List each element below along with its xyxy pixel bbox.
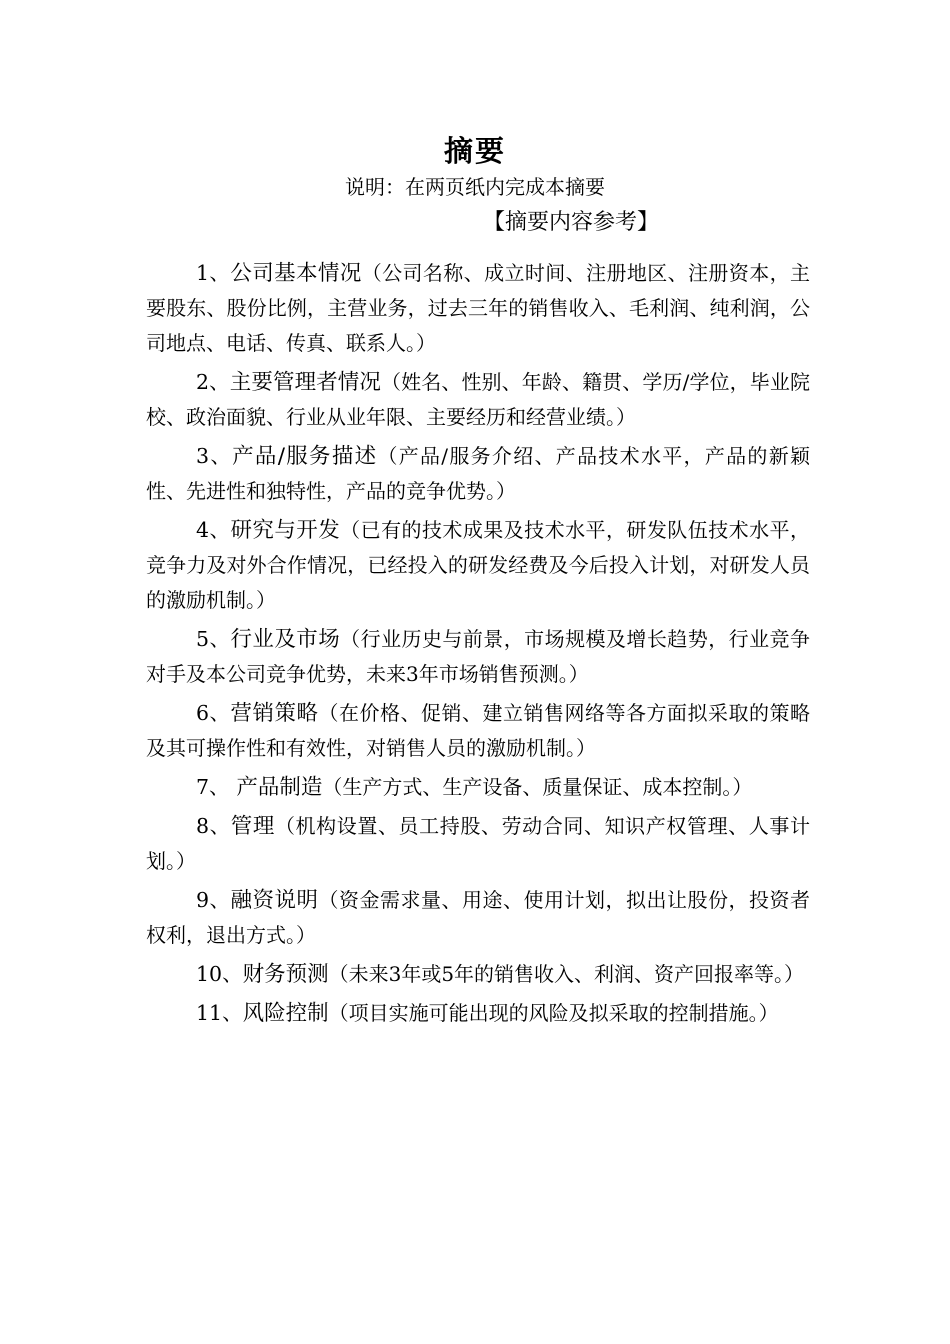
section-description: （在价格、促销、建立销售网络等各方面拟采取的策略及其可操作性和有效性，对销售人员的激励机制。） [146, 701, 810, 760]
section-description: （资金需求量、用途、使用计划，拟出让股份，投资者权利，退出方式。） [146, 888, 810, 947]
section-list [146, 256, 810, 1035]
section-number: 10、 [196, 962, 243, 986]
section-heading: 风险控制 [242, 1001, 329, 1026]
section-heading: 管理 [230, 814, 275, 839]
section-item [146, 957, 810, 992]
page-title: 摘要 [443, 134, 506, 168]
section-item [146, 439, 810, 509]
section-heading: 研究与开发 [230, 518, 341, 543]
section-item [146, 809, 810, 879]
section-number: 4、 [196, 518, 231, 542]
section-item [146, 696, 810, 766]
section-item [146, 365, 810, 435]
section-item [146, 256, 810, 361]
section-number: 2、 [196, 370, 230, 394]
section-item [146, 622, 810, 692]
section-item [146, 883, 810, 953]
section-number: 9、 [196, 888, 231, 912]
section-number: 8、 [196, 814, 231, 838]
section-description: （机构设置、员工持股、劳动合同、知识产权管理、人事计划。） [146, 814, 810, 873]
section-item [146, 996, 810, 1031]
page-subtitle: 说明：在两页纸内完成本摘要 [345, 175, 605, 199]
section-item [146, 513, 810, 618]
reference-heading: 【摘要内容参考】 [483, 210, 660, 235]
section-heading: 主要管理者情况 [229, 370, 382, 395]
section-description: （未来3年或5年的销售收入、利润、资产回报率等。） [328, 962, 805, 986]
section-description: （生产方式、生产设备、质量保证、成本控制。） [322, 775, 753, 799]
section-heading: 产品制造 [229, 775, 323, 800]
section-item [146, 770, 810, 805]
section-description: （产品/服务介绍、产品技术水平，产品的新颖性、先进性和独特性，产品的竞争优势。） [146, 444, 811, 503]
section-description: （已有的技术成果及技术水平，研发队伍技术水平，竞争力及对外合作情况，已经投入的研发经费及今后投入计划，对研发人员的激励机制。） [146, 518, 810, 612]
section-heading: 财务预测 [242, 962, 329, 987]
section-number: 6、 [196, 701, 231, 725]
section-number: 3、 [196, 444, 233, 468]
section-number: 11、 [196, 1001, 243, 1025]
section-heading: 融资说明 [230, 888, 319, 913]
section-description: （行业历史与前景，市场规模及增长趋势，行业竞争对手及本公司竞争优势，未来3年市场销售预测。） [146, 627, 810, 686]
section-heading: 公司基本情况 [230, 261, 362, 286]
section-description: （姓名、性别、年龄、籍贯、学历/学位，毕业院校、政治面貌、行业从业年限、主要经历和经营业绩。） [146, 370, 810, 429]
section-description: （公司名称、成立时间、注册地区、注册资本，主要股东、股份比例，主营业务，过去三年的销售收入、毛利润、纯利润，公司地点、电话、传真、联系人。） [146, 261, 811, 355]
section-number: 1、 [196, 261, 231, 285]
section-heading: 行业及市场 [230, 627, 341, 652]
section-number: 5、 [196, 627, 231, 651]
section-number: 7、 [196, 775, 230, 799]
section-description: （项目实施可能出现的风险及拟采取的控制措施。） [328, 1001, 779, 1025]
section-heading: 产品/服务描述 [232, 444, 378, 469]
section-heading: 营销策略 [230, 701, 319, 726]
